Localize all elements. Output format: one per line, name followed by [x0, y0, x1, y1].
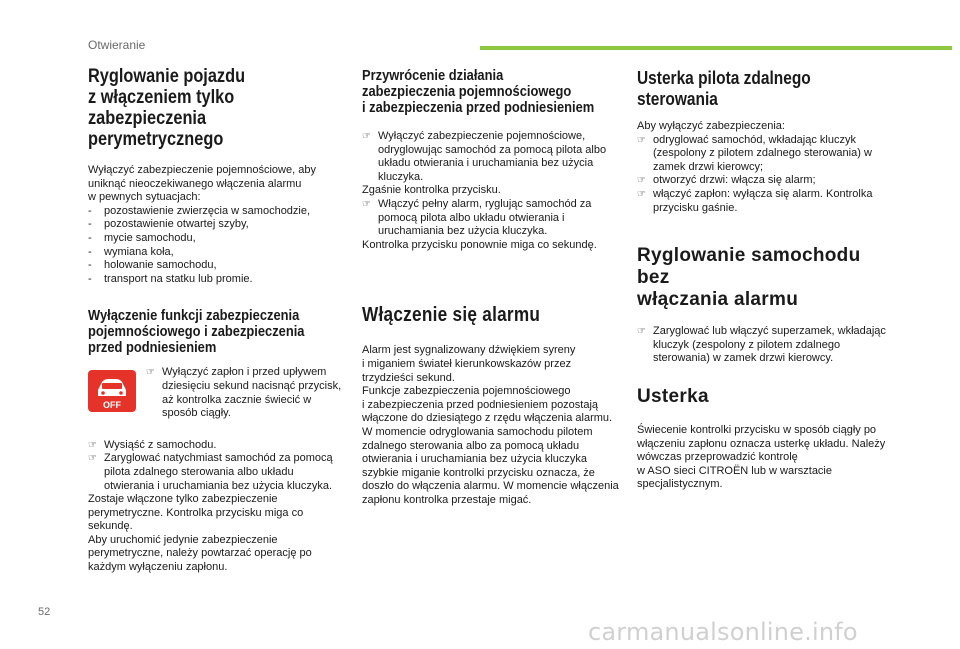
- note-text: Kontrolka przycisku ponownie miga co sekundę.: [362, 238, 597, 251]
- list-item: - transport na statku lub promie.: [88, 272, 253, 285]
- dash-icon: -: [88, 204, 92, 217]
- list-item: ☞ Wyłączyć zapłon i przed upływem dziesięciu sekund nacisnąć przycisk, aż kontrolka zacznie świecić w sposób ciągły.: [146, 366, 342, 420]
- outro-text: Zostaje włączone tylko zabezpieczenie perymetryczne. Kontrolka przycisku miga co sekundę. Aby uruchomić jedynie zabezpieczenie perymetryczne, należy powtarzać operację po każdym wyłączeniu zapłonu.: [88, 493, 312, 574]
- intro-text: Aby wyłączyć zabezpieczenia:: [637, 120, 785, 132]
- dash-icon: -: [88, 259, 92, 272]
- finger-bullet-icon: ☞: [637, 134, 646, 146]
- dash-icon: -: [88, 245, 92, 258]
- alarm-icon-label: OFF: [103, 400, 121, 411]
- dash-icon: -: [88, 231, 92, 244]
- list-item: ☞ Wysiąść z samochodu.: [88, 438, 217, 451]
- list-item: ☞ Włączyć pełny alarm, ryglując samochód za pomocą pilota albo układu otwierania i uruchamiania bez użycia kluczyka.: [362, 197, 592, 238]
- heading-remote-fault: Usterka pilota zdalnego sterowania: [637, 68, 811, 109]
- section-accent-bar: [480, 46, 952, 50]
- dash-icon: -: [88, 272, 92, 285]
- list-item: ☞ otworzyć drzwi: włącza się alarm;: [637, 174, 816, 187]
- heading-fault: Usterka: [637, 385, 709, 407]
- car-alarm-off-icon: [88, 370, 136, 412]
- list-item: ☞ odryglować samochód, wkładając kluczyk (zespolony z pilotem zdalnego sterowania) w zamek drzwi kierowcy;: [637, 133, 872, 173]
- alarm-off-instruction: [88, 366, 346, 420]
- list-item: ☞ Zaryglować natychmiast samochód za pomocą pilota zdalnego sterowania albo układu otwierania i uruchamiania bez użycia kluczyka.: [88, 452, 333, 492]
- finger-bullet-icon: ☞: [146, 367, 155, 379]
- fault-text: Świecenie kontrolki przycisku w sposób ciągły po włączeniu zapłonu oznacza usterkę układu. Należy wówczas przeprowadzić kontrolę w ASO sieci CITROËN lub w warsztacie specjalistycznym.: [637, 423, 886, 491]
- list-item: ☞ włączyć zapłon: wyłącza się alarm. Kontrolka przycisku gaśnie.: [637, 187, 873, 214]
- finger-bullet-icon: ☞: [637, 326, 646, 338]
- finger-bullet-icon: ☞: [637, 175, 646, 187]
- list-item: - mycie samochodu,: [88, 231, 196, 244]
- finger-bullet-icon: ☞: [362, 131, 371, 142]
- situations-list: [88, 205, 346, 287]
- heading-perimeter-lock: Ryglowanie pojazdu z włączeniem tylko zabezpieczenia perymetrycznego: [88, 66, 246, 150]
- page-number: 52: [38, 606, 51, 618]
- column-right: [637, 68, 895, 492]
- list-item: - holowanie samochodu,: [88, 259, 217, 272]
- note-text: Zgaśnie kontrolka przycisku.: [362, 184, 501, 197]
- heading-disable-volumetric: Wyłączenie funkcji zabezpieczenia pojemnościowego i zabezpieczenia przed podniesieniem: [88, 307, 305, 357]
- list-item: ☞ Wyłączyć zabezpieczenie pojemnościowe, odryglowując samochód za pomocą pilota albo układu otwierania i uruchamiania bez użycia kluczyka.: [362, 130, 607, 183]
- list-item: ☞ Zaryglować lub włączyć superzamek, wkładając kluczyk (zespolony z pilotem zdalnego sterowania) w zamek drzwi kierowcy.: [637, 325, 886, 365]
- list-item: - pozostawienie otwartej szyby,: [88, 218, 249, 231]
- finger-bullet-icon: ☞: [88, 453, 97, 465]
- heading-alarm-triggered: Włączenie się alarmu: [362, 304, 541, 327]
- section-label: Otwieranie: [88, 38, 146, 52]
- intro-text: Wyłączyć zabezpieczenie pojemnościowe, aby uniknąć nieoczekiwanego włączenia alarmu w pewnych sytuacjach:: [88, 164, 316, 204]
- heading-restore-volumetric: Przywrócenie działania zabezpieczenia pojemnościowego i zabezpieczenia przed podniesieniem: [362, 67, 595, 116]
- finger-bullet-icon: ☞: [637, 188, 646, 200]
- list-item: - wymiana koła,: [88, 245, 174, 258]
- column-left: [88, 66, 346, 575]
- watermark: carmanualsonline.info: [588, 618, 858, 646]
- heading-lock-without-alarm: Ryglowanie samochodu bez włączania alarmu: [637, 245, 861, 311]
- dash-icon: -: [88, 218, 92, 231]
- column-middle: [362, 68, 620, 507]
- finger-bullet-icon: ☞: [362, 198, 371, 210]
- alarm-body-text: Alarm jest sygnalizowany dźwiękiem syreny i miganiem świateł kierunkowskazów przez trzydzieści sekund. Funkcje zabezpieczenia pojemnościowego i zabezpieczenia przed podniesieniem pozostają włączone do dziesiątego z rzędu włączenia alarmu. W momencie odryglowania samochodu pilotem zdalnego sterowania albo za pomocą układu otwierania i uruchamiania bez użycia kluczyka szybkie miganie kontrolki przycisku oznacza, że doszło do włączenia alarmu. W momencie włączenia zapłonu kontrolka przestaje migać.: [362, 344, 619, 506]
- finger-bullet-icon: ☞: [88, 439, 97, 451]
- list-item: - pozostawienie zwierzęcia w samochodzie,: [88, 204, 311, 217]
